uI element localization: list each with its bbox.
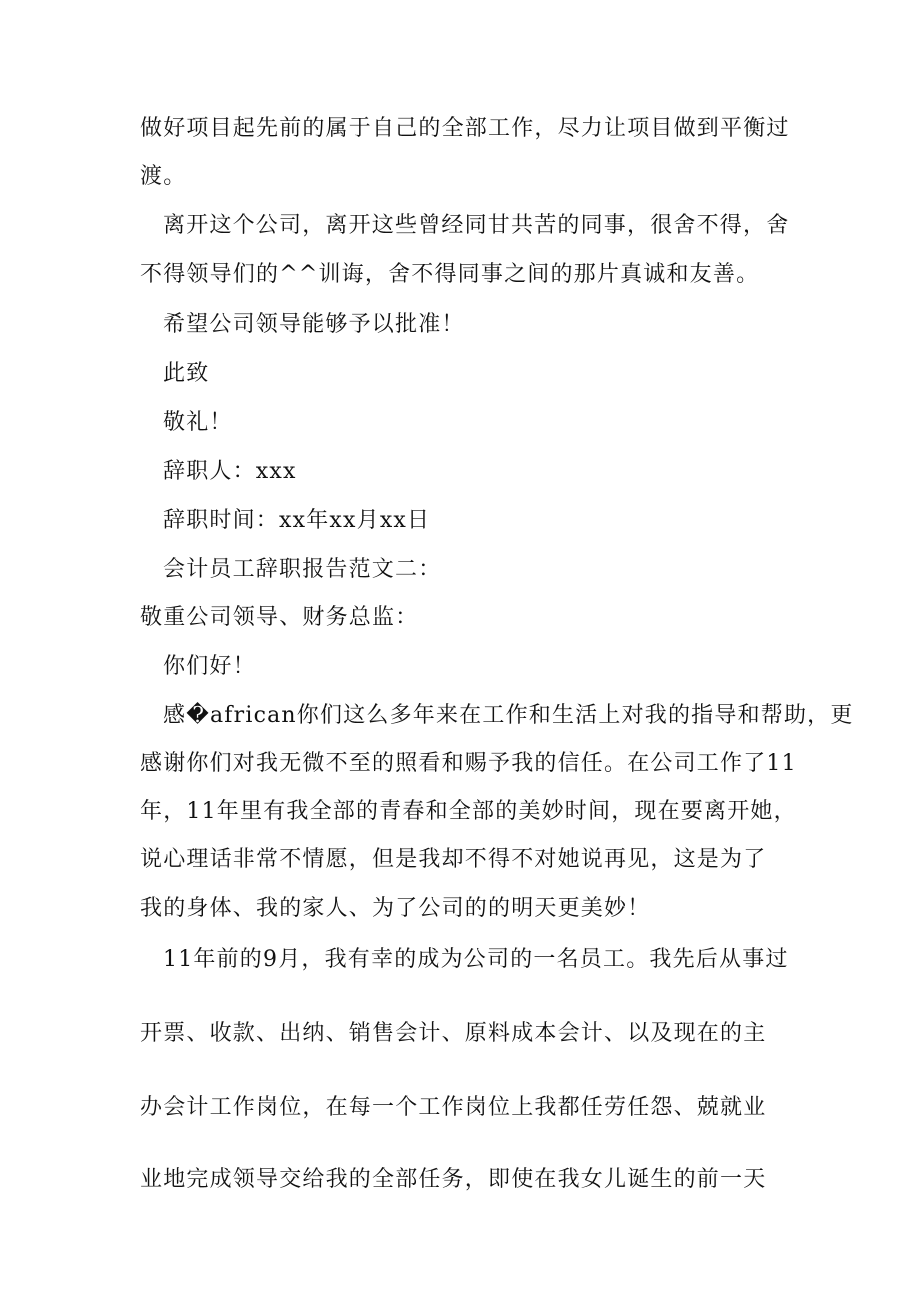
date-line: 辞职时间：xx年xx月xx日 [163,508,431,533]
closing-line: 此致 [163,361,210,386]
paragraph-line: 离开这个公司，离开这些曾经同甘共苦的同事，很舍不得，舍 [163,213,790,238]
salutation-line: 敬重公司领导、财务总监： [140,605,419,630]
paragraph-line: 不得领导们的^^训诲，舍不得同事之间的那片真诚和友善。 [140,262,760,287]
paragraph-line: 我的身体、我的家人、为了公司的的明天更美妙！ [140,896,651,921]
paragraph-line: 开票、收款、出纳、销售会计、原料成本会计、以及现在的主 [140,1021,767,1046]
paragraph-line: 感谢你们对我无微不至的照看和赐予我的信任。在公司工作了11 [140,751,797,776]
signature-line: 辞职人：xxx [163,459,297,484]
paragraph-line: 感�african你们这么多年来在工作和生活上对我的指导和帮助，更 [163,703,854,728]
closing-line: 敬礼！ [163,410,233,435]
paragraph-line: 办会计工作岗位，在每一个工作岗位上我都任劳任怨、兢就业 [140,1095,767,1120]
paragraph-line: 做好项目起先前的属于自己的全部工作，尽力让项目做到平衡过 [140,116,790,141]
paragraph-line: 年，11年里有我全部的青春和全部的美妙时间，现在要离开她， [140,799,797,824]
paragraph-line: 说心理话非常不情愿，但是我却不得不对她说再见，这是为了 [140,847,767,872]
paragraph-line: 渡。 [140,164,187,189]
section-title: 会计员工辞职报告范文二： [163,557,442,582]
paragraph-line: 业地完成领导交给我的全部任务，即使在我女儿诞生的前一天 [140,1167,767,1192]
greeting-line: 你们好！ [163,654,256,679]
paragraph-line: 11年前的9月，我有幸的成为公司的一名员工。我先后从事过 [163,947,789,972]
paragraph-line: 希望公司领导能够予以批准！ [163,312,465,337]
